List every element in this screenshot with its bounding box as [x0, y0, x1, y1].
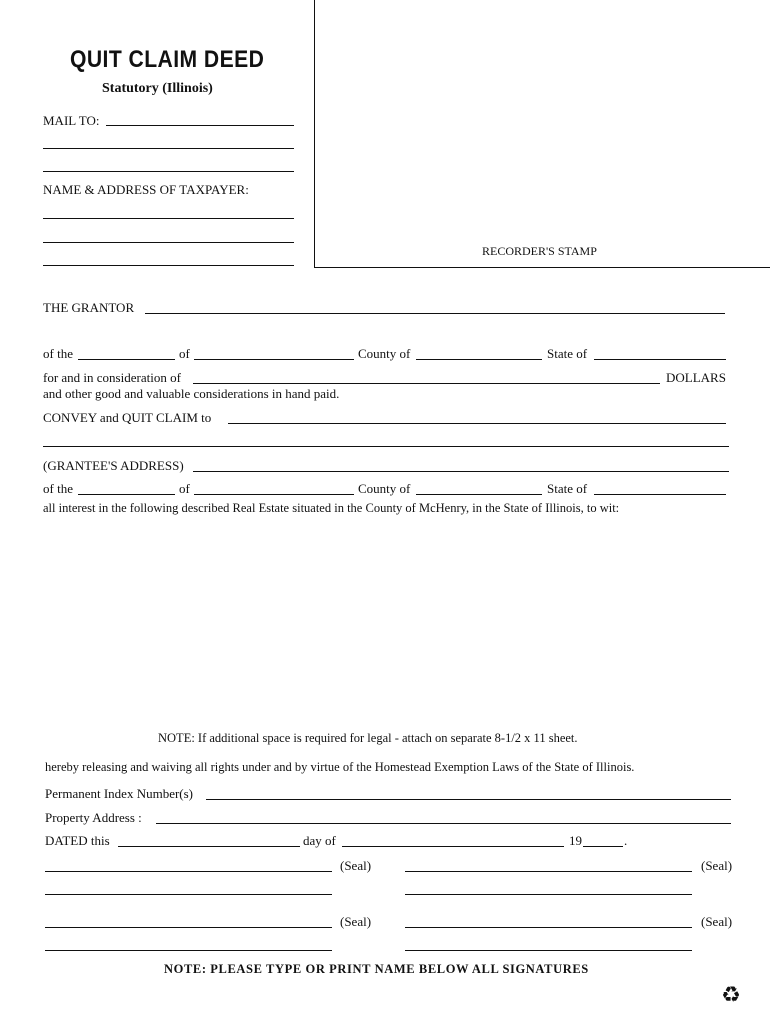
recorder-stamp-box-bottom-border	[314, 267, 770, 268]
printed-name-line-4[interactable]	[405, 950, 692, 951]
taxpayer-label: NAME & ADDRESS OF TAXPAYER:	[43, 182, 249, 197]
signature-line-4[interactable]	[405, 927, 692, 928]
legal-description-area[interactable]	[43, 525, 729, 720]
signature-line-3[interactable]	[45, 927, 332, 928]
page-title: QUIT CLAIM DEED	[70, 46, 265, 73]
property-address-label: Property Address :	[45, 810, 142, 825]
grantee-name-line-2[interactable]	[43, 446, 729, 447]
page-subtitle: Statutory (Illinois)	[102, 81, 213, 96]
taxpayer-line-2[interactable]	[43, 242, 294, 243]
homestead-text: hereby releasing and waiving all rights under and by virtue of the Homestead Exemption Laws of the State of Illinois.	[45, 760, 635, 774]
dated-year-line[interactable]	[583, 846, 623, 847]
grantee-address-line[interactable]	[193, 471, 729, 472]
grantor-state-label: State of	[547, 346, 588, 361]
seal-label-2: (Seal)	[701, 858, 733, 873]
printed-name-line-1[interactable]	[45, 894, 332, 895]
taxpayer-line-1[interactable]	[43, 218, 294, 219]
dated-day-line[interactable]	[118, 846, 300, 847]
grantor-of-label: of	[179, 346, 190, 361]
recorder-stamp-label: RECORDER'S STAMP	[482, 244, 597, 258]
taxpayer-line-3[interactable]	[43, 265, 294, 266]
dollars-label: DOLLARS	[666, 370, 726, 385]
grantee-address-label: (GRANTEE'S ADDRESS)	[43, 458, 184, 473]
grantee-county-label: County of	[358, 481, 411, 496]
grantor-state-line[interactable]	[594, 359, 726, 360]
mail-to-label: MAIL TO:	[43, 113, 100, 128]
signature-note: NOTE: PLEASE TYPE OR PRINT NAME BELOW ALL SIGNATURES	[164, 962, 589, 976]
mail-to-line-2[interactable]	[43, 148, 294, 149]
day-of-label: day of	[303, 833, 336, 848]
grantor-county-line[interactable]	[416, 359, 542, 360]
seal-label-1: (Seal)	[340, 858, 372, 873]
seal-label-3: (Seal)	[340, 914, 372, 929]
mail-to-line-3[interactable]	[43, 171, 294, 172]
grantor-name-line[interactable]	[145, 313, 725, 314]
printed-name-line-2[interactable]	[405, 894, 692, 895]
year-suffix: .	[624, 833, 628, 848]
grantor-county-label: County of	[358, 346, 411, 361]
grantee-state-label: State of	[547, 481, 588, 496]
grantor-label: THE GRANTOR	[43, 300, 135, 315]
other-consideration-text: and other good and valuable considerations in hand paid.	[43, 386, 340, 401]
grantor-of-the-label: of the	[43, 346, 73, 361]
printed-name-line-3[interactable]	[45, 950, 332, 951]
seal-label-4: (Seal)	[701, 914, 733, 929]
dated-month-line[interactable]	[342, 846, 564, 847]
property-address-line[interactable]	[156, 823, 731, 824]
convey-label: CONVEY and QUIT CLAIM to	[43, 410, 212, 425]
grantor-of-line[interactable]	[194, 359, 354, 360]
legal-description-statement: all interest in the following described Real Estate situated in the County of McHenry, in the State of Illinois, to wit:	[43, 501, 620, 515]
grantee-of-label: of	[179, 481, 190, 496]
pin-line[interactable]	[206, 799, 731, 800]
consideration-label: for and in consideration of	[43, 370, 181, 385]
legal-note: NOTE: If additional space is required for legal - attach on separate 8-1/2 x 11 sheet.	[158, 731, 578, 745]
grantee-county-line[interactable]	[416, 494, 542, 495]
pin-label: Permanent Index Number(s)	[45, 786, 194, 801]
signature-line-1[interactable]	[45, 871, 332, 872]
recycle-icon: ♻	[721, 983, 741, 1008]
consideration-line[interactable]	[193, 383, 660, 384]
grantee-of-the-label: of the	[43, 481, 73, 496]
mail-to-line-1[interactable]	[106, 125, 294, 126]
year-prefix: 19	[569, 833, 582, 848]
grantee-state-line[interactable]	[594, 494, 726, 495]
signature-line-2[interactable]	[405, 871, 692, 872]
grantee-of-the-line[interactable]	[78, 494, 175, 495]
grantee-name-line-1[interactable]	[228, 423, 726, 424]
grantor-of-the-line[interactable]	[78, 359, 175, 360]
recorder-stamp-box-left-border	[314, 0, 315, 268]
grantee-of-line[interactable]	[194, 494, 354, 495]
dated-label: DATED this	[45, 833, 110, 848]
